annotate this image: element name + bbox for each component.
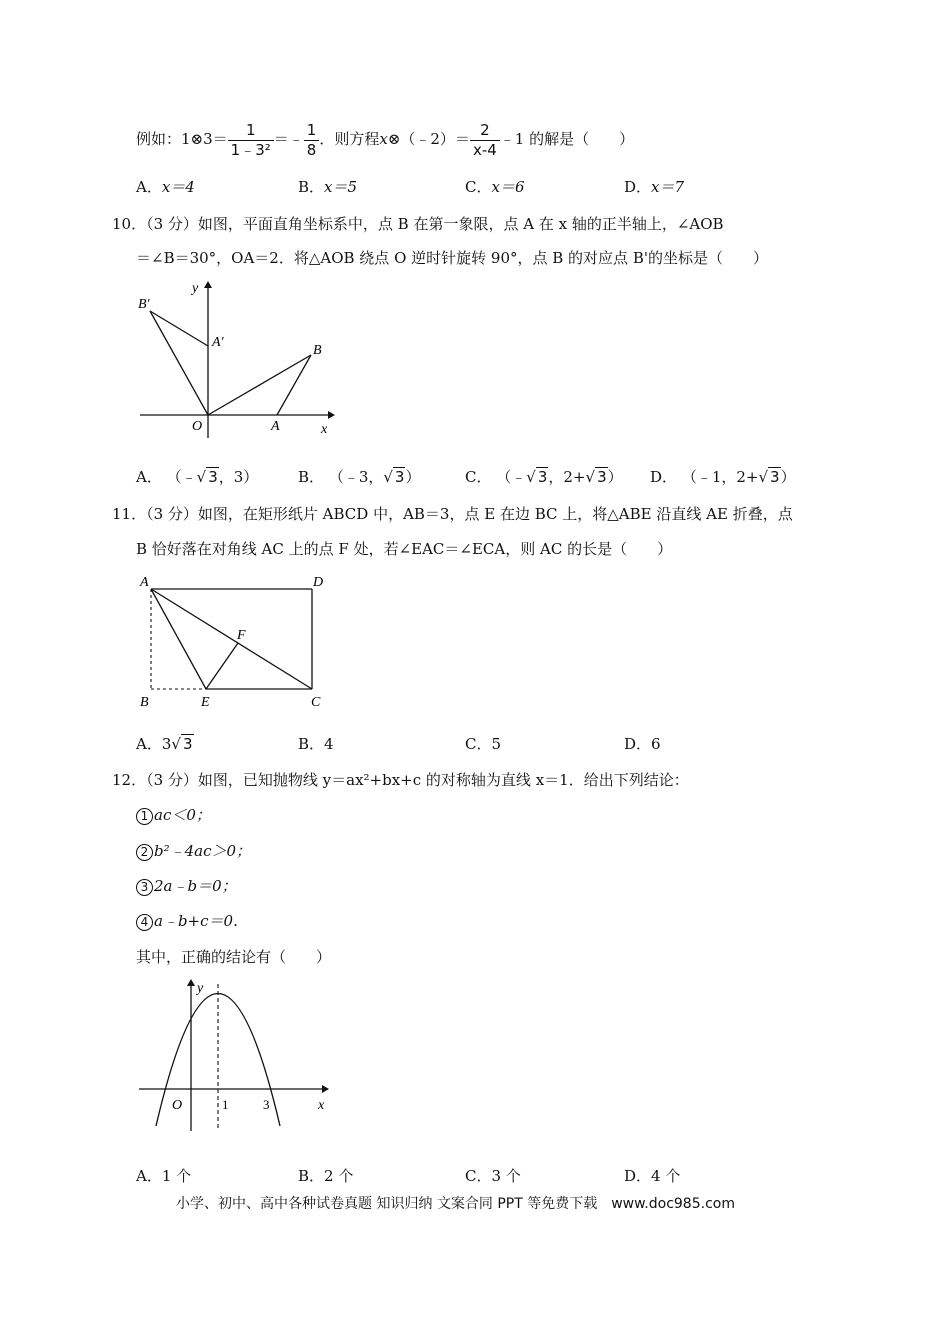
q10-y-arrow [204, 281, 212, 288]
q9-frac3-den: x-4 [472, 140, 497, 159]
radicand: 3 [770, 468, 780, 486]
radicand: 3 [208, 468, 218, 486]
q12-option-a [136, 1165, 191, 1186]
option-pre: （﹣ [496, 468, 527, 486]
option-label: C． [465, 468, 492, 486]
q11-label-f: F [237, 628, 246, 643]
q12-label-1: 1 [222, 1097, 229, 1112]
option-text: 4 个 [651, 1167, 681, 1185]
circled-number: 2 [136, 844, 153, 861]
option-label: A． [136, 1167, 162, 1185]
option-text: x＝4 [161, 178, 195, 196]
q9-fraction-1 [228, 121, 274, 160]
option-text: 3 个 [491, 1167, 521, 1185]
option-pre: 3 [161, 735, 172, 753]
q9-otimes: ⊗（﹣2）＝ [387, 130, 470, 148]
option-text: 1 个 [161, 1167, 192, 1185]
q12-line1: 12．（3 分）如图，已知抛物线 y＝ax²+bx+c 的对称轴为直线 x＝1．给出下列结论： [112, 771, 689, 789]
q10-option-c [465, 466, 623, 487]
q11-label-c: C [311, 695, 321, 710]
q9-frac2-num: 1 [304, 121, 320, 141]
circled-number: 3 [136, 879, 153, 896]
q10-label-a: A [271, 419, 280, 434]
q10-option-b [298, 466, 420, 487]
sqrt-sign: √ 3 [383, 468, 405, 486]
option-label: A． [136, 178, 162, 196]
q12-option-c [465, 1165, 521, 1186]
q11-line1: 11．（3 分）如图，在矩形纸片 ABCD 中，AB＝3，点 E 在边 BC 上，将△ABE 沿直线 AE 折叠，点 [112, 505, 793, 523]
q10-label-a-prime: A′ [212, 335, 224, 350]
q12-conclusion-1 [136, 804, 211, 825]
q10-x-arrow [328, 411, 335, 419]
option-pre: （﹣3， [328, 468, 384, 486]
q9-example-line [136, 116, 634, 162]
q10-segment-a-prime-b-prime [150, 311, 208, 346]
option-label: B． [298, 1167, 325, 1185]
option-label: B． [298, 735, 325, 753]
q9-eq: ＝﹣ [273, 130, 304, 148]
q9-frac1-num: 1 [228, 121, 274, 141]
q9-option-b [298, 176, 357, 197]
q10-option-a [136, 466, 258, 487]
sqrt-sign: √ 3 [171, 735, 193, 753]
sqrt-sign: √ 3 [758, 468, 780, 486]
q9-option-d [624, 176, 684, 197]
q11-label-b: B [140, 695, 149, 710]
q12-label-x: x [318, 1098, 325, 1113]
q11-label-d: D [313, 575, 324, 590]
option-mid: ，2+ [548, 468, 586, 486]
option-label: A． [136, 735, 162, 753]
option-text: x＝5 [324, 178, 358, 196]
option-text: 4 [324, 735, 334, 753]
option-label: B． [298, 468, 325, 486]
q9-frac3-num: 2 [470, 121, 500, 141]
q11-option-d [624, 733, 661, 754]
q11-figure [134, 572, 334, 712]
option-label: C． [465, 178, 492, 196]
q10-line2: ＝∠B＝30°，OA＝2．将△AOB 绕点 O 逆时针旋转 90°，点 B 的对应点 B'的坐标是（ ） [136, 249, 768, 267]
radicand: 3 [182, 735, 193, 753]
q9-frac2-den: 8 [306, 140, 317, 159]
q10-option-d [650, 466, 796, 487]
q12-label-3: 3 [263, 1097, 270, 1112]
q11-diagonal-ac [151, 589, 312, 689]
sqrt-sign: √ 3 [526, 468, 548, 486]
conclusion-text: 2a﹣b＝0； [154, 877, 237, 895]
q11-option-b [298, 733, 334, 754]
option-label: D． [624, 178, 652, 196]
q12-conclusion-4 [136, 910, 248, 931]
q12-option-b [298, 1165, 353, 1186]
q11-option-a [136, 733, 194, 754]
q12-conclusion-3 [136, 875, 237, 896]
conclusion-text: b²﹣4ac＞0； [154, 842, 252, 860]
q12-figure [134, 976, 344, 1136]
option-post: ） [607, 468, 623, 486]
option-text: 2 个 [324, 1167, 354, 1185]
page-footer: 小学、初中、高中各种试卷真题 知识归纳 文案合同 PPT 等免费下载 www.doc985.com [176, 1196, 735, 1212]
option-label: C． [465, 735, 492, 753]
q9-frac1-den: 1﹣3² [230, 140, 271, 159]
conclusion-text: a﹣b+c＝0． [154, 912, 249, 930]
option-label: D． [624, 735, 652, 753]
q11-option-c [465, 733, 501, 754]
q10-label-x: x [321, 422, 328, 437]
radicand: 3 [394, 468, 405, 486]
q9-mid: ．则方程 [319, 130, 380, 148]
q10-segment-ab [277, 355, 311, 415]
q9-x: x [379, 130, 388, 148]
option-post: ） [405, 468, 421, 486]
sqrt-sign: √ 3 [196, 468, 218, 486]
q10-label-o: O [192, 419, 203, 434]
circled-number: 1 [136, 808, 153, 825]
option-post: ） [780, 468, 796, 486]
q9-tail: ﹣1 的解是（ ） [499, 130, 635, 148]
q10-label-y: y [192, 281, 199, 296]
q9-example-prefix: 例如：1⊗3＝ [136, 130, 228, 148]
option-label: D． [650, 468, 678, 486]
q11-segment-ef [206, 643, 238, 689]
option-post: ，3） [218, 468, 259, 486]
q12-x-arrow [322, 1085, 329, 1093]
circled-number: 4 [136, 914, 153, 931]
option-text: 6 [651, 735, 661, 753]
q10-label-b: B [313, 343, 322, 358]
option-label: B． [298, 178, 325, 196]
q11-segment-ae [151, 589, 206, 689]
option-pre: （﹣1，2+ [681, 468, 759, 486]
q12-question: 其中，正确的结论有（ ） [136, 948, 332, 966]
q9-fraction-2 [304, 121, 320, 160]
option-label: D． [624, 1167, 652, 1185]
q12-label-o: O [172, 1098, 183, 1113]
q10-segment-ob-prime [150, 311, 208, 415]
q10-segment-ob [208, 355, 311, 415]
option-text: 5 [491, 735, 502, 753]
option-text: x＝7 [651, 178, 685, 196]
conclusion-text: ac＜0； [154, 806, 211, 824]
q10-figure [130, 278, 340, 443]
q10-line1: 10．（3 分）如图，平面直角坐标系中，点 B 在第一象限，点 A 在 x 轴的正半轴上，∠AOB [112, 215, 724, 233]
option-text: x＝6 [491, 178, 525, 196]
q12-option-d [624, 1165, 680, 1186]
radicand: 3 [597, 468, 607, 486]
q12-y-arrow [187, 979, 195, 986]
q12-conclusion-2 [136, 840, 251, 861]
option-label: C． [465, 1167, 492, 1185]
q12-label-y: y [197, 981, 204, 996]
option-label: A． [136, 468, 162, 486]
q9-fraction-3 [470, 121, 500, 160]
q9-option-c [465, 176, 525, 197]
q10-label-b-prime: B′ [138, 297, 150, 312]
option-pre: （﹣ [166, 468, 197, 486]
sqrt-sign: √ 3 [585, 468, 607, 486]
radicand: 3 [537, 468, 548, 486]
q11-label-e: E [201, 695, 210, 710]
q11-line2: B 恰好落在对角线 AC 上的点 F 处，若∠EAC＝∠ECA，则 AC 的长是（ ） [136, 540, 673, 558]
q9-option-a [136, 176, 195, 197]
q11-label-a: A [140, 575, 149, 590]
